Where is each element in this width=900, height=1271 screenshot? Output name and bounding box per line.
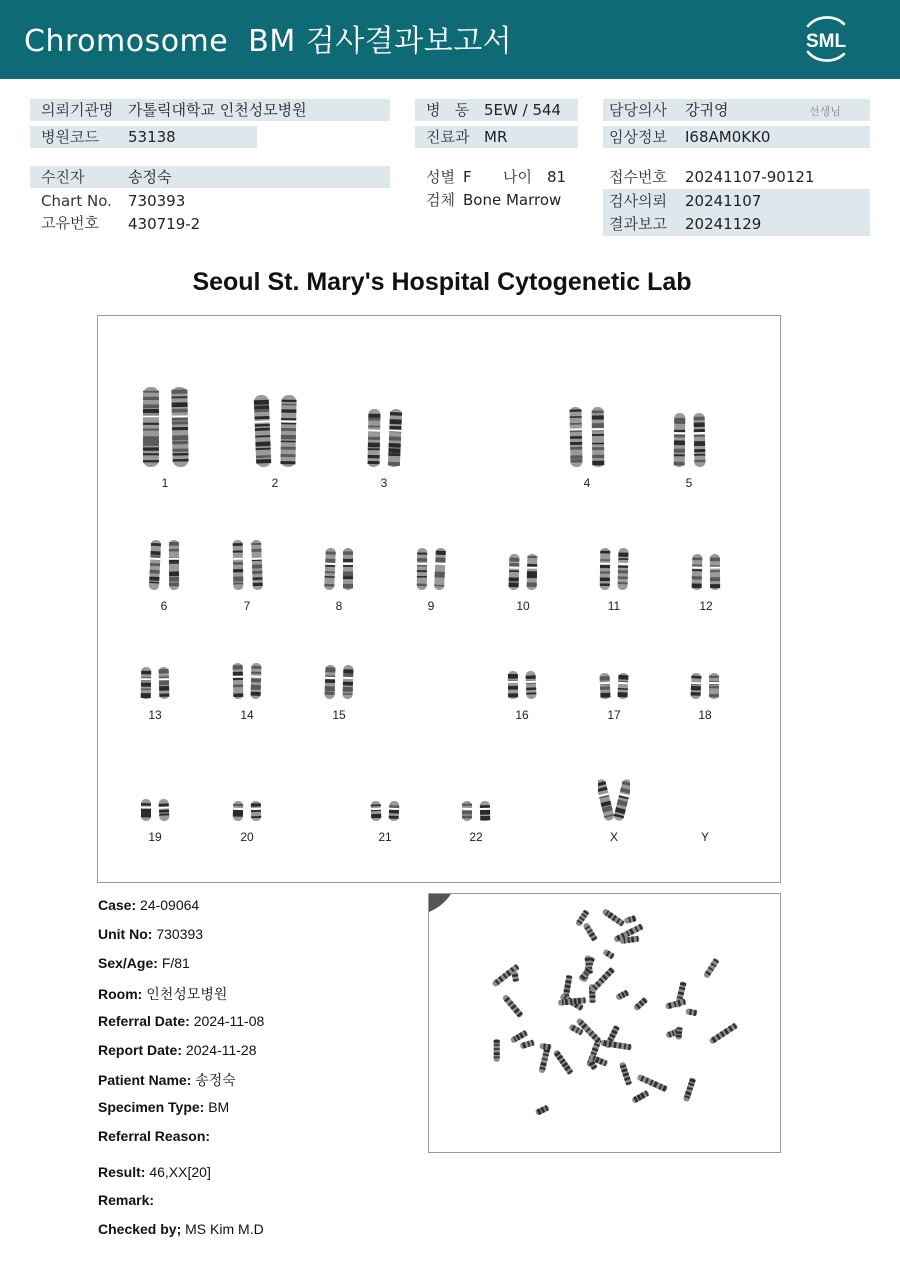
chromosome-label-13: 13 [148,708,162,722]
institution-value: 가톨릭대학교 인천성모병원 [128,101,307,119]
result-label: Result: [98,1164,146,1180]
department-label: 진료과 [426,128,470,146]
hospital-code-value: 53138 [128,128,176,146]
chromosome-label-8: 8 [335,599,343,613]
checked-label: Checked by; [98,1221,182,1237]
room-label: Room: [98,986,143,1002]
unit-value: 730393 [156,926,204,942]
lab-title: Seoul St. Mary's Hospital Cytogenetic Lab [192,268,692,296]
referral-date-value: 2024-11-08 [193,1013,265,1029]
chromosome-label-22: 22 [469,830,483,844]
chromosome-pair-X [598,778,630,822]
chromosome-pair-3 [366,408,403,468]
chromosome-pair-8 [323,547,355,591]
chromosome-pair-21 [369,800,401,822]
doctor-label: 담당의사 [609,101,667,119]
chromosome-label-6: 6 [160,599,168,613]
chromosome-pair-18 [689,672,721,700]
chromosome-label-9: 9 [427,599,435,613]
chromosome-label-2: 2 [271,476,279,490]
checked-value: MS Kim M.D [185,1221,264,1237]
chromosome-label-3: 3 [380,476,388,490]
receipt-label: 접수번호 [609,168,667,186]
metaphase-image [428,893,781,1153]
chromosome-pair-2 [253,394,298,468]
referral-reason-line [98,1128,210,1144]
ward-value: 5EW / 544 [484,101,562,119]
referral-reason-label: Referral Reason: [98,1128,211,1144]
chromosome-pair-11 [598,547,630,591]
chromosome-pair-20 [231,800,263,822]
chromosome-label-12: 12 [699,599,713,613]
patient-name-label: Patient Name: [98,1072,192,1088]
chromosome-pair-4 [568,406,606,468]
chromosome-pair-17 [598,672,630,700]
report-title: Chromosome BM 검사결과보고서 [24,24,513,59]
unit-label: Unit No: [98,926,153,942]
chromosome-label-16: 16 [515,708,529,722]
unique-label: 고유번호 [41,214,99,232]
request-label: 검사의뢰 [609,192,667,210]
chart-value: 730393 [128,192,186,210]
chromosome-pair-5 [672,412,707,468]
age-value: 81 [547,168,567,186]
room-value: 인천성모병원 [146,986,228,1002]
specimen-type-line [98,1099,229,1115]
report-header [0,0,900,79]
logo-text: SML [805,31,847,52]
chromosome-pair-1 [141,386,190,468]
department-value: MR [484,128,508,146]
referral-date-line [98,1013,264,1029]
receipt-value: 20241107-90121 [685,168,815,186]
sex-value: F [463,168,472,186]
chromosome-pair-16 [506,670,538,700]
patient-value: 송정숙 [128,168,172,186]
chromosome-pair-15 [323,664,355,700]
unit-line [98,926,203,942]
result-value: 46,XX[20] [149,1164,211,1180]
report-date-line [98,1042,256,1058]
chromosome-pair-13 [139,666,171,700]
specimen-label: 검체 [426,191,455,209]
sexage-value: F/81 [161,955,190,971]
report-date-label: Report Date: [98,1042,183,1058]
chromosome-label-11: 11 [607,599,621,613]
chromosome-label-19: 19 [148,830,162,844]
chromosome-label-21: 21 [378,830,392,844]
sex-label: 성별 [426,168,455,186]
checked-line [98,1221,264,1237]
age-label: 나이 [503,168,532,186]
case-label: Case: [98,897,137,913]
patient-name-value: 송정숙 [195,1072,236,1088]
room-line [98,984,227,1004]
chromosome-label-Y: Y [700,830,709,844]
hospital-code-label: 병원코드 [41,128,99,146]
chromosome-pair-7 [231,539,264,591]
chromosome-pair-12 [690,553,722,591]
chromosome-label-7: 7 [243,599,251,613]
report-value: 20241129 [685,215,762,233]
patient-name-line [98,1070,236,1090]
chromosome-pair-10 [507,553,539,591]
case-value: 24-09064 [140,897,200,913]
chart-label: Chart No. [41,192,112,210]
specimen-type-value: BM [208,1099,230,1115]
sexage-label: Sex/Age: [98,955,158,971]
chromosome-label-5: 5 [685,476,693,490]
karyogram-panel [97,315,781,883]
case-line [98,897,199,913]
chromosome-pair-14 [231,662,263,700]
result-line [98,1164,211,1180]
chromosome-label-X: X [609,830,618,844]
chromosome-label-18: 18 [698,708,712,722]
doctor-suffix: 선생님 [809,105,841,118]
patient-label: 수진자 [41,168,85,186]
metaphase-spread [429,894,781,1153]
ward-label: 병 동 [426,101,470,119]
chromosome-label-14: 14 [240,708,254,722]
chromosome-label-17: 17 [607,708,621,722]
report-label: 결과보고 [609,215,667,233]
chromosome-label-4: 4 [583,476,591,490]
chromosome-pair-6 [148,539,181,591]
referral-date-label: Referral Date: [98,1013,190,1029]
chromosome-pair-9 [415,547,447,591]
doctor-value: 강귀영 [685,101,729,119]
institution-label: 의뢰기관명 [41,101,114,119]
sexage-line [98,955,190,971]
chromosome-pair-22 [460,800,492,822]
chromosome-label-20: 20 [240,830,254,844]
unique-value: 430719-2 [128,215,201,233]
chromosome-label-10: 10 [516,599,530,613]
clinical-value: I68AM0KK0 [685,128,771,146]
clinical-label: 임상정보 [609,128,667,146]
remark-label: Remark: [98,1192,155,1208]
report-date-value: 2024-11-28 [185,1042,257,1058]
remark-line [98,1192,154,1208]
sml-logo [796,12,856,66]
chromosome-label-15: 15 [332,708,346,722]
specimen-value: Bone Marrow [463,191,562,209]
chromosome-label-1: 1 [161,476,169,490]
specimen-type-label: Specimen Type: [98,1099,205,1115]
request-value: 20241107 [685,192,762,210]
chromosome-pair-19 [139,798,171,822]
